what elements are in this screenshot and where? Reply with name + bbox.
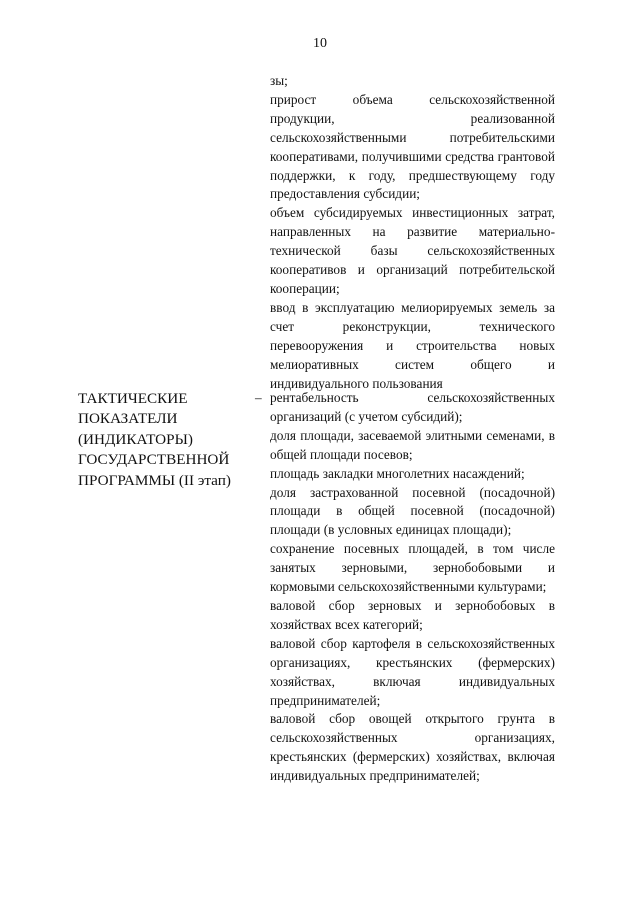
- section-title-line: ПОКАЗАТЕЛИ: [78, 410, 178, 428]
- page-number: 10: [313, 36, 327, 51]
- indicator-item: ввод в эксплуатацию мелиорируемых земель за счет реконструкции, технического перевооружения и строительства новых мелиоративных систем общего и индивидуального пользования: [270, 299, 555, 391]
- indicator-item: валовой сбор овощей открытого грунта в сельскохозяйственных организациях, крестьянских (фермерских) хозяйствах, включая индивидуальных предпринимателей;: [270, 711, 555, 784]
- indicator-item: прирост объема сельскохозяйственной продукции, реализованной сельскохозяйственными потребительскими кооперативами, получившими средства грантовой поддержки, к году, предшествующему году предоставления субсидии;: [270, 91, 555, 202]
- indicator-item: зы;: [270, 73, 288, 88]
- section-dash: –: [255, 390, 262, 405]
- section-title-line: (ИНДИКАТОРЫ): [78, 430, 193, 448]
- indicator-item: сохранение посевных площадей, в том числе занятых зерновыми, зернобобовыми и кормовыми сельскохозяйственными культурами;: [270, 541, 555, 595]
- indicator-item: объем субсидируемых инвестиционных затрат, направленных на развитие материально-технической базы сельскохозяйственных кооперативов и организаций потребительской кооперации;: [270, 205, 555, 296]
- indicator-item: доля площади, засеваемой элитными семенами, в общей площади посевов;: [270, 427, 555, 462]
- indicator-item: валовой сбор картофеля в сельскохозяйственных организациях, крестьянских (фермерских) хозяйствах, включая индивидуальных предпринимателей;: [270, 635, 555, 708]
- previous-indicators-list: [270, 72, 555, 393]
- section-title-line: ГОСУДАРСТВЕННОЙ: [78, 451, 230, 469]
- indicator-item: валовой сбор зерновых и зернобобовых в хозяйствах всех категорий;: [270, 597, 555, 632]
- indicator-item: рентабельность сельскохозяйственных организаций (с учетом субсидий);: [270, 390, 555, 424]
- indicator-item: доля застрахованной посевной (посадочной) площади в общей посевной (посадочной) площади (в условных единицах площади);: [270, 484, 555, 538]
- indicator-item: площадь закладки многолетних насаждений;: [270, 465, 525, 481]
- section-title: [78, 389, 253, 491]
- tactical-indicators-list: [270, 389, 555, 786]
- section-title-line: ТАКТИЧЕСКИЕ: [78, 390, 188, 407]
- section-title-line: ПРОГРАММЫ (II этап): [78, 471, 231, 489]
